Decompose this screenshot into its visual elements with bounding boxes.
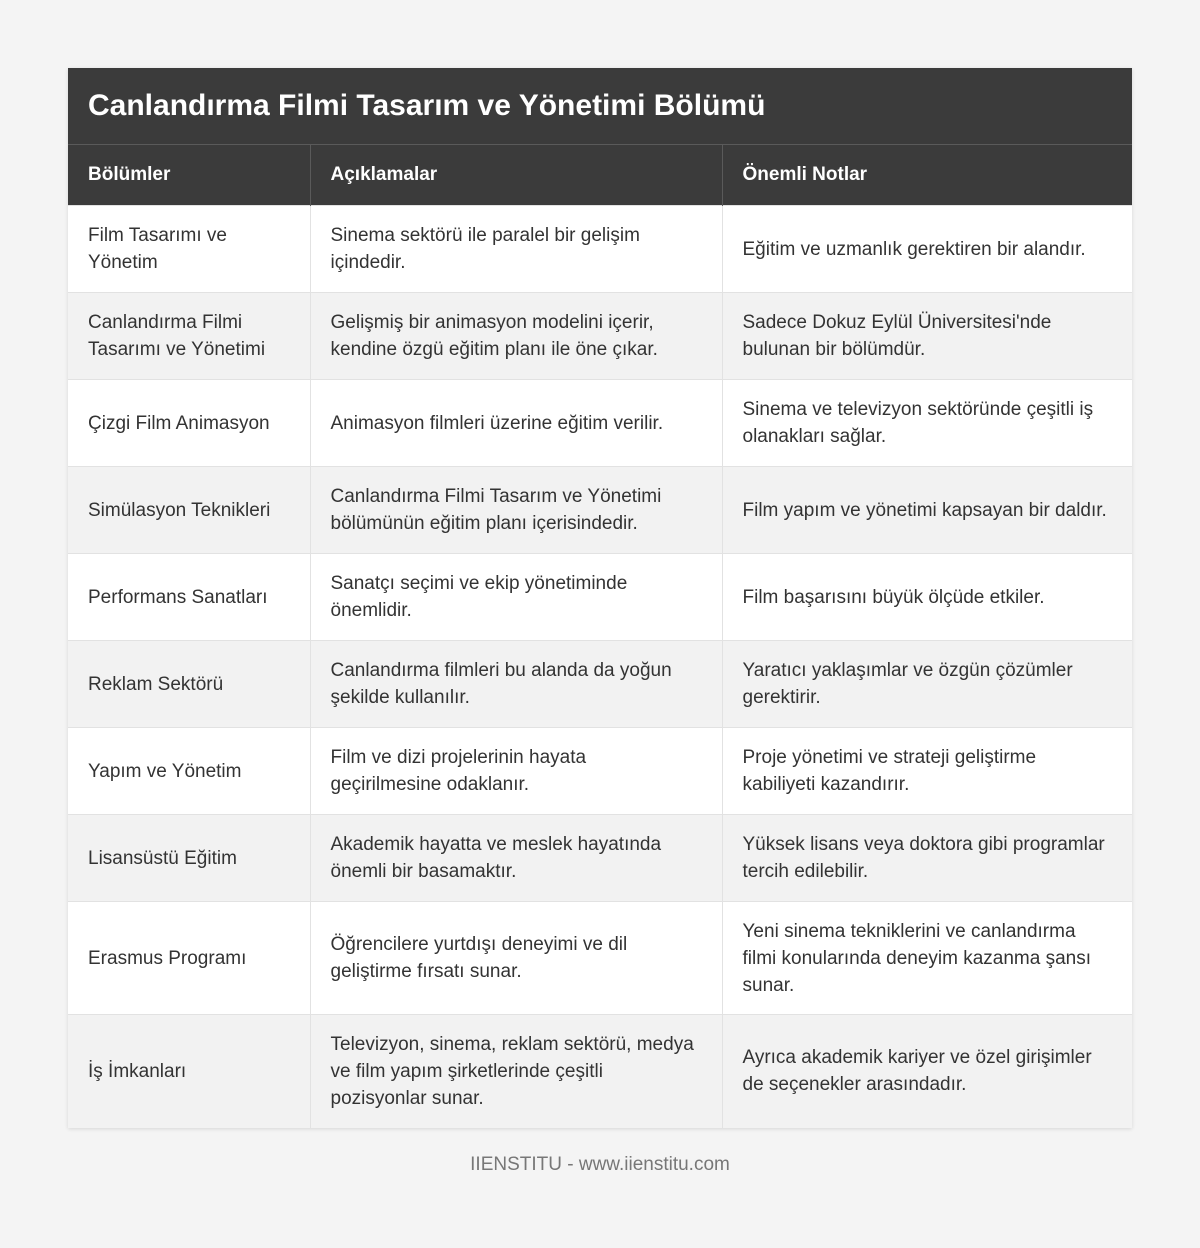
cell-onemli-not: Film başarısını büyük ölçüde etkiler.: [722, 554, 1132, 641]
cell-bolum: Erasmus Programı: [68, 902, 310, 1015]
cell-onemli-not: Sadece Dokuz Eylül Üniversitesi'nde bulunan bir bölümdür.: [722, 293, 1132, 380]
table-row: [68, 728, 1132, 815]
cell-aciklama: Televizyon, sinema, reklam sektörü, medya ve film yapım şirketlerinde çeşitli pozisyonlar sunar.: [310, 1015, 722, 1128]
cell-bolum: İş İmkanları: [68, 1015, 310, 1128]
table-row: [68, 206, 1132, 293]
cell-bolum: Film Tasarımı ve Yönetim: [68, 206, 310, 293]
table-row: [68, 380, 1132, 467]
cell-aciklama: Film ve dizi projelerinin hayata geçirilmesine odaklanır.: [310, 728, 722, 815]
table-row: [68, 554, 1132, 641]
cell-aciklama: Sanatçı seçimi ve ekip yönetiminde önemlidir.: [310, 554, 722, 641]
cell-onemli-not: Yüksek lisans veya doktora gibi programlar tercih edilebilir.: [722, 815, 1132, 902]
footer-credit: IIENSTITU - www.iienstitu.com: [470, 1154, 730, 1175]
cell-aciklama: Akademik hayatta ve meslek hayatında önemli bir basamaktır.: [310, 815, 722, 902]
cell-bolum: Canlandırma Filmi Tasarımı ve Yönetimi: [68, 293, 310, 380]
column-header-aciklamalar: Açıklamalar: [310, 145, 722, 206]
cell-onemli-not: Sinema ve televizyon sektöründe çeşitli iş olanakları sağlar.: [722, 380, 1132, 467]
column-header-bolumler: Bölümler: [68, 145, 310, 206]
cell-onemli-not: Eğitim ve uzmanlık gerektiren bir alandır.: [722, 206, 1132, 293]
cell-aciklama: Animasyon filmleri üzerine eğitim verilir.: [310, 380, 722, 467]
cell-aciklama: Canlandırma Filmi Tasarım ve Yönetimi bölümünün eğitim planı içerisindedir.: [310, 467, 722, 554]
cell-aciklama: Sinema sektörü ile paralel bir gelişim içindedir.: [310, 206, 722, 293]
table-row: [68, 815, 1132, 902]
column-header-onemli-notlar: Önemli Notlar: [722, 145, 1132, 206]
table-card: [68, 68, 1132, 1128]
cell-bolum: Lisansüstü Eğitim: [68, 815, 310, 902]
cell-bolum: Çizgi Film Animasyon: [68, 380, 310, 467]
cell-onemli-not: Yaratıcı yaklaşımlar ve özgün çözümler gerektirir.: [722, 641, 1132, 728]
cell-onemli-not: Proje yönetimi ve strateji geliştirme kabiliyeti kazandırır.: [722, 728, 1132, 815]
cell-aciklama: Gelişmiş bir animasyon modelini içerir, kendine özgü eğitim planı ile öne çıkar.: [310, 293, 722, 380]
table-row: [68, 467, 1132, 554]
table-row: [68, 902, 1132, 1015]
table-row: [68, 1015, 1132, 1128]
cell-bolum: Simülasyon Teknikleri: [68, 467, 310, 554]
cell-bolum: Performans Sanatları: [68, 554, 310, 641]
cell-onemli-not: Film yapım ve yönetimi kapsayan bir daldır.: [722, 467, 1132, 554]
table-title: Canlandırma Filmi Tasarım ve Yönetimi Bölümü: [68, 68, 1132, 144]
table-row: [68, 641, 1132, 728]
cell-aciklama: Öğrencilere yurtdışı deneyimi ve dil geliştirme fırsatı sunar.: [310, 902, 722, 1015]
cell-onemli-not: Yeni sinema tekniklerini ve canlandırma filmi konularında deneyim kazanma şansı sunar.: [722, 902, 1132, 1015]
cell-bolum: Reklam Sektörü: [68, 641, 310, 728]
table-body: [68, 206, 1132, 1128]
table-row: [68, 293, 1132, 380]
cell-bolum: Yapım ve Yönetim: [68, 728, 310, 815]
table-header: [68, 145, 1132, 206]
data-table: [68, 144, 1132, 1128]
cell-onemli-not: Ayrıca akademik kariyer ve özel girişimler de seçenekler arasındadır.: [722, 1015, 1132, 1128]
cell-aciklama: Canlandırma filmleri bu alanda da yoğun şekilde kullanılır.: [310, 641, 722, 728]
